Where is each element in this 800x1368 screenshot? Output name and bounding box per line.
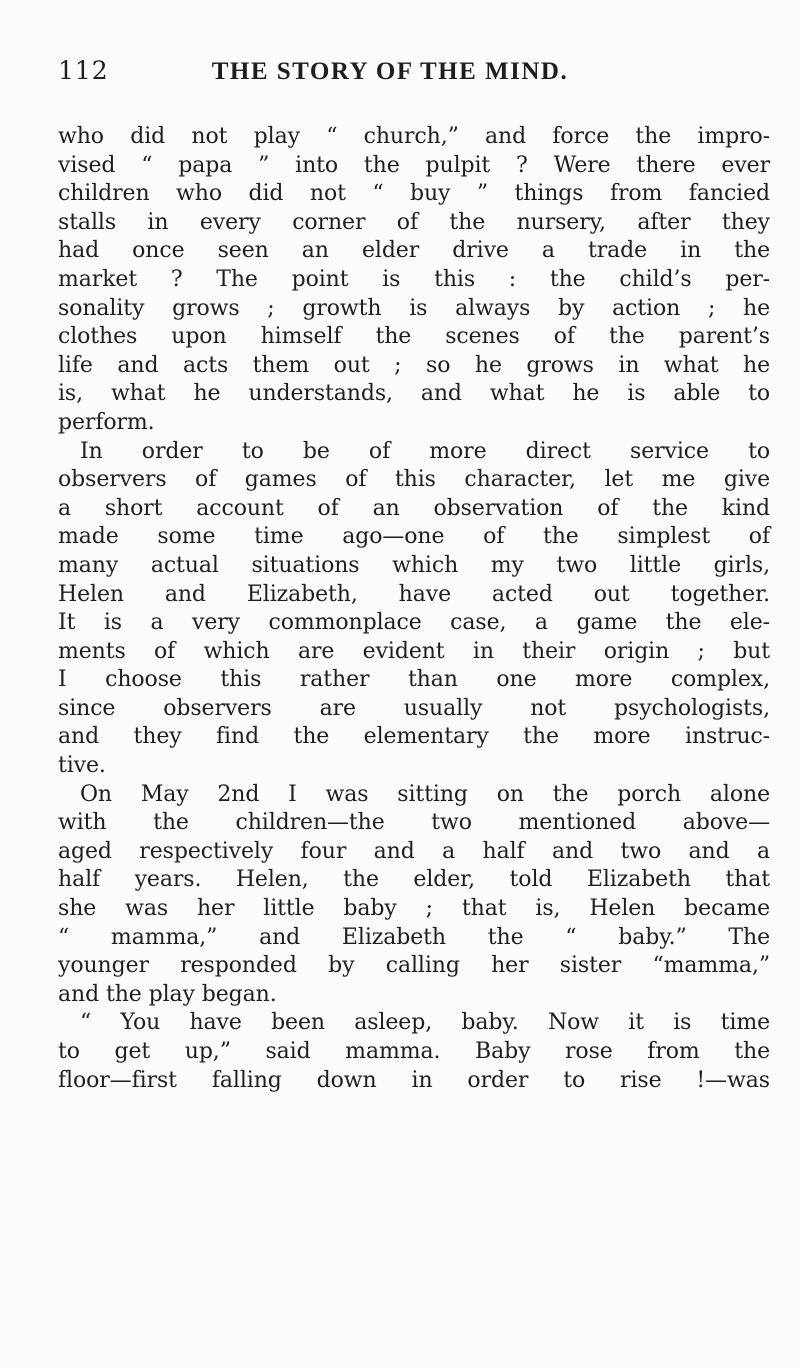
text-line: she was her little baby ; that is, Helen became xyxy=(58,896,770,922)
text-line: and the play began. xyxy=(58,981,277,1007)
text-line: children who did not “ buy ” things from fancied xyxy=(58,181,770,207)
text-line: clothes upon himself the scenes of the parent’s xyxy=(58,324,770,350)
paragraph-start-line: “ You have been asleep, baby. Now it is time xyxy=(80,1010,770,1036)
paragraph-start-line: In order to be of more direct service to xyxy=(80,438,770,464)
running-head xyxy=(58,56,770,96)
text-line: had once seen an elder drive a trade in the xyxy=(58,238,770,264)
text-line: younger responded by calling her sister “mamma,” xyxy=(58,953,770,979)
text-line: “ mamma,” and Elizabeth the “ baby.” The xyxy=(58,924,770,950)
text-line: since observers are usually not psychologists, xyxy=(58,695,770,721)
text-line: vised “ papa ” into the pulpit ? Were there ever xyxy=(58,152,770,178)
paragraph-start-line: On May 2nd I was sitting on the porch alone xyxy=(80,781,770,807)
text-line: observers of games of this character, let me give xyxy=(58,467,770,493)
body-text xyxy=(58,123,770,1095)
text-line: many actual situations which my two little girls, xyxy=(58,552,770,578)
text-line: market ? The point is this : the child’s per- xyxy=(58,266,770,292)
text-line: I choose this rather than one more complex, xyxy=(58,667,770,693)
text-line: a short account of an observation of the kind xyxy=(58,495,770,521)
running-title: THE STORY OF THE MIND. xyxy=(211,58,569,85)
text-line: Helen and Elizabeth, have acted out together. xyxy=(58,581,770,607)
text-line: tive. xyxy=(58,753,106,779)
text-line: half years. Helen, the elder, told Elizabeth that xyxy=(58,867,770,893)
text-line: It is a very commonplace case, a game the ele- xyxy=(58,610,770,636)
text-line: sonality grows ; growth is always by action ; he xyxy=(58,295,770,321)
text-line: ments of which are evident in their origin ; but xyxy=(58,638,770,664)
text-line: floor—first falling down in order to rise !—was xyxy=(58,1067,770,1093)
text-line: aged respectively four and a half and two and a xyxy=(58,838,770,864)
text-line: who did not play “ church,” and force the impro- xyxy=(58,124,770,149)
text-line: perform. xyxy=(58,409,155,435)
text-line: life and acts them out ; so he grows in what he xyxy=(58,352,770,378)
text-line: is, what he understands, and what he is able to xyxy=(58,381,770,407)
text-line: to get up,” said mamma. Baby rose from the xyxy=(58,1039,770,1064)
text-line: and they find the elementary the more instruc- xyxy=(58,724,770,750)
text-line: stalls in every corner of the nursery, after they xyxy=(58,209,770,235)
text-line: with the children—the two mentioned above— xyxy=(58,810,770,836)
text-line: made some time ago—one of the simplest of xyxy=(58,524,770,550)
page-number: 112 xyxy=(58,56,109,85)
